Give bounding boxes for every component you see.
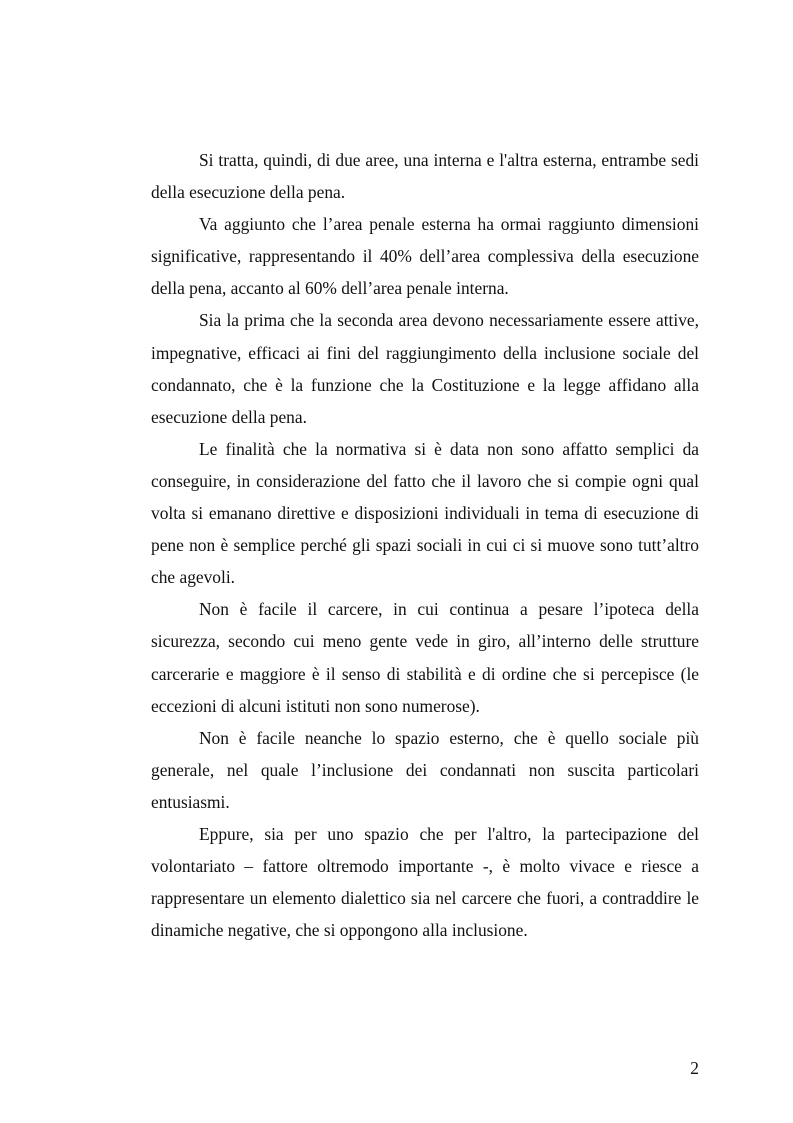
paragraph-6: Non è facile neanche lo spazio esterno, che è quello sociale più generale, nel quale l’inclusione dei condannati non suscita particolari entusiasmi. <box>151 727 699 812</box>
paragraph-2: Va aggiunto che l’area penale esterna ha ormai raggiunto dimensioni significative, rappresentando il 40% dell’area complessiva della esecuzione della pena, accanto al 60% dell’area penale interna. <box>151 214 699 299</box>
paragraph-7: Eppure, sia per uno spazio che per l'altro, la partecipazione del volontariato – fattore oltremodo importante -, è molto vivace e riesce a rappresentare un elemento dialettico sia nel carcere che fuori, a contraddire le dinamiche negative, che si oppongono alla inclusione. <box>151 823 699 941</box>
page-number: 2 <box>690 1058 699 1078</box>
body-text <box>151 144 699 946</box>
paragraph-3: Sia la prima che la seconda area devono necessariamente essere attive, impegnative, efficaci ai fini del raggiungimento della inclusione sociale del condannato, che è la funzione che la Costituzione e la legge affidano alla esecuzione della pena. <box>151 310 699 427</box>
paragraph-4: Le finalità che la normativa si è data non sono affatto semplici da conseguire, in considerazione del fatto che il lavoro che si compie ogni qual volta si emanano direttive e disposizioni individuali in tema di esecuzione di pene non è semplice perché gli spazi sociali in cui ci si muove sono tutt’altro che agevoli. <box>151 438 699 588</box>
paragraph-5: Non è facile il carcere, in cui continua a pesare l’ipoteca della sicurezza, secondo cui meno gente vede in giro, all’interno delle strutture carcerarie e maggiore è il senso di stabilità e di ordine che si percepisce (le eccezioni di alcuni istituti non sono numerose). <box>151 599 699 716</box>
paragraph-1: Si tratta, quindi, di due aree, una interna e l'altra esterna, entrambe sedi della esecuzione della pena. <box>151 150 699 203</box>
